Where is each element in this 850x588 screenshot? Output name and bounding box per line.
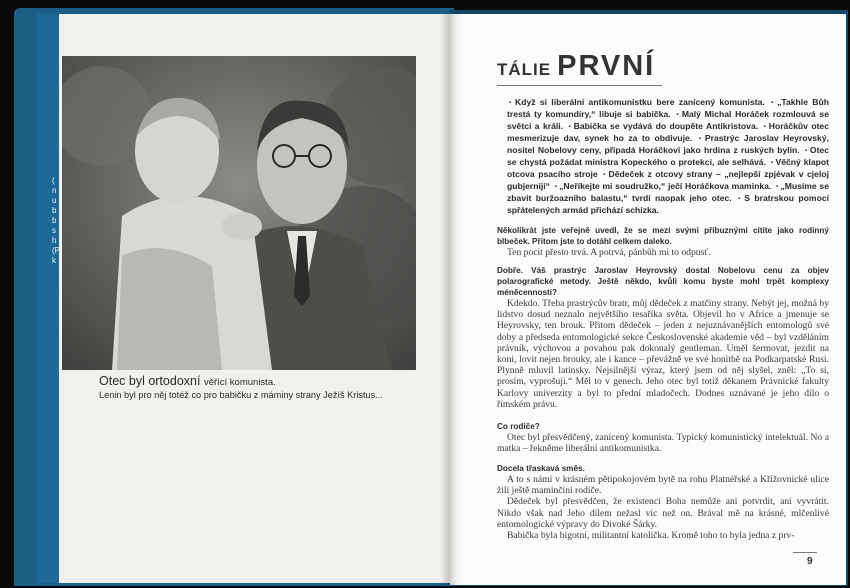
interview-section	[497, 265, 829, 410]
family-photo-icon	[62, 56, 416, 370]
bullet-icon: ▪	[770, 160, 774, 166]
bullet-icon: ▪	[698, 136, 703, 142]
interview-answer: Otec byl přesvědčený, zanícený komunista. Typický komunistický intelektuál. No a matka – řekněme liberální antikomunistka.	[497, 432, 829, 455]
page-number: 9	[807, 556, 813, 567]
title-divider	[497, 85, 662, 86]
chapter-summary: ▪ Když si liberální antikomunistku bere zanícený komunista. ▪ „Takhle Bůh trestá ty komundíry,“ libuje si babička. ▪ Malý Michal Horáček rozmlouvá se světci a králi. ▪ Babička se vydává do doupěte Antikristova. ▪ Horáčkův otec mesmerizuje dav, synek ho za to obdivuje. ▪ Prastrýc Jaroslav Heyrovský, nositel Nobelovy ceny, připadá Horáčkovi jako hrdina z ruských bylin. ▪ Otec se chystá požádat ministra Kopeckého o protekci, ale selhává. ▪ Věčný klapot otcova psacího stroje ▪ Dědeček z otcovy strany – „nejlepší zpjévak v cjeloj gubjernijí“ ▪ „Neříkejte mi soudružko,“ ječí Horáčkova maminka. ▪ „Musíme se zbavit buržoazního balastu,“ tvrdí naopak jeho otec. ▪ S bratrskou pomocí spřátelených armád přichází schizka.	[507, 97, 830, 215]
interview-answer: Kdekdo. Třeba prastrýcův bratr, můj dědeček z matčiny strany. Nebýt jej, možná by lidstvo dosud neznalo největšího tesaříka světa. Objevil ho v Africe a jmenuje se Heyrovsky, ten brouk. Přitom dědeček – jeden z nejuznávanějších entomologů své doby a předseda entomologické sekce Československé akademie věd – byl vzděláním právník, výchovou a povahou pak dokonalý gentleman. Uměl šermovat, jezdit na koni, lovit nejen brouky, ale i kance – převážně ve své honitbě na Podkarpatské Rusi. Plynně mluvil latinsky. Nejsilnější výraz, který jsem od něj slyšel, zněl: „To si, prosím, vyprošuji.“ Měl to v genech. Jeho otec byl totiž děkanem Právnické fakulty Karlovy univerzity a byl to přední mladočech. Dodnes uznávané je jeho dílo o římském právu.	[497, 298, 829, 410]
interview-section	[497, 421, 829, 454]
caption-line-2: Lenin byl pro něj totéž co pro babičku z máminy strany Ježíš Kristus...	[99, 390, 383, 400]
bullet-icon: ▪	[676, 112, 680, 118]
interview-question: Co rodiče?	[497, 422, 540, 431]
interview-answer: Dědeček byl přesvědčen, že existenci Boha nemůže ani potvrdit, ani vyvrátit. Nikdo však nad Jeho dílem nežasl víc než on. Brával mě na krásné, mlčenlivé entomologické výpravy do Divoké Šárky.	[497, 496, 829, 530]
bullet-icon: ▪	[771, 100, 776, 106]
previous-page-edge	[37, 14, 59, 583]
bullet-icon: ▪	[554, 184, 558, 190]
chapter-title-prefix: TÁLIE	[497, 60, 552, 79]
photo-caption	[99, 374, 429, 401]
bullet-icon: ▪	[603, 172, 607, 178]
family-photo	[62, 56, 416, 370]
interview-answer: Babička byla bigotní, militantní katolička. Kromě toho to byla jedna z prv-	[507, 530, 795, 542]
interview-question: Dobře. Váš prastrýc Jaroslav Heyrovský dostal Nobelovu cenu za objev polarografické metody. Ještě někdo, kvůli komu byste mohl trpět komplexy méněcennosti?	[497, 266, 829, 297]
bullet-icon: ▪	[738, 196, 743, 202]
previous-page-edge-text: ( n u b b s h (P k	[52, 176, 60, 265]
interview-question: Několikrát jste veřejně uvedl, že se mezi svými příbuznými cítíte jako rodinný blbeček. Přitom jste to dotáhl celkem daleko.	[497, 226, 829, 246]
book-gutter	[440, 14, 462, 585]
interview-question: Docela třaskavá směs.	[497, 464, 585, 473]
interview-section	[497, 225, 829, 258]
bullet-icon: ▪	[775, 184, 779, 190]
bullet-icon: ▪	[509, 100, 514, 106]
chapter-title-main: PRVNÍ	[557, 50, 656, 82]
bullet-icon: ▪	[763, 124, 767, 130]
interview-section	[497, 463, 829, 541]
bullet-icon: ▪	[568, 124, 572, 130]
interview-answer: A to s námi v krásném pětipokojovém bytě na rohu Platnéřské a Křižovnické ulice žili ještě maminčini rodiče.	[497, 474, 829, 497]
interview-answer: Ten pocit přesto trvá. A potrvá, pánbůh mi to odpusť.	[507, 247, 711, 258]
footer-divider	[793, 552, 817, 553]
bullet-icon: ▪	[804, 148, 808, 154]
chapter-title	[497, 50, 655, 83]
caption-line-1: Otec byl ortodoxní věřící komunista.	[99, 374, 276, 388]
